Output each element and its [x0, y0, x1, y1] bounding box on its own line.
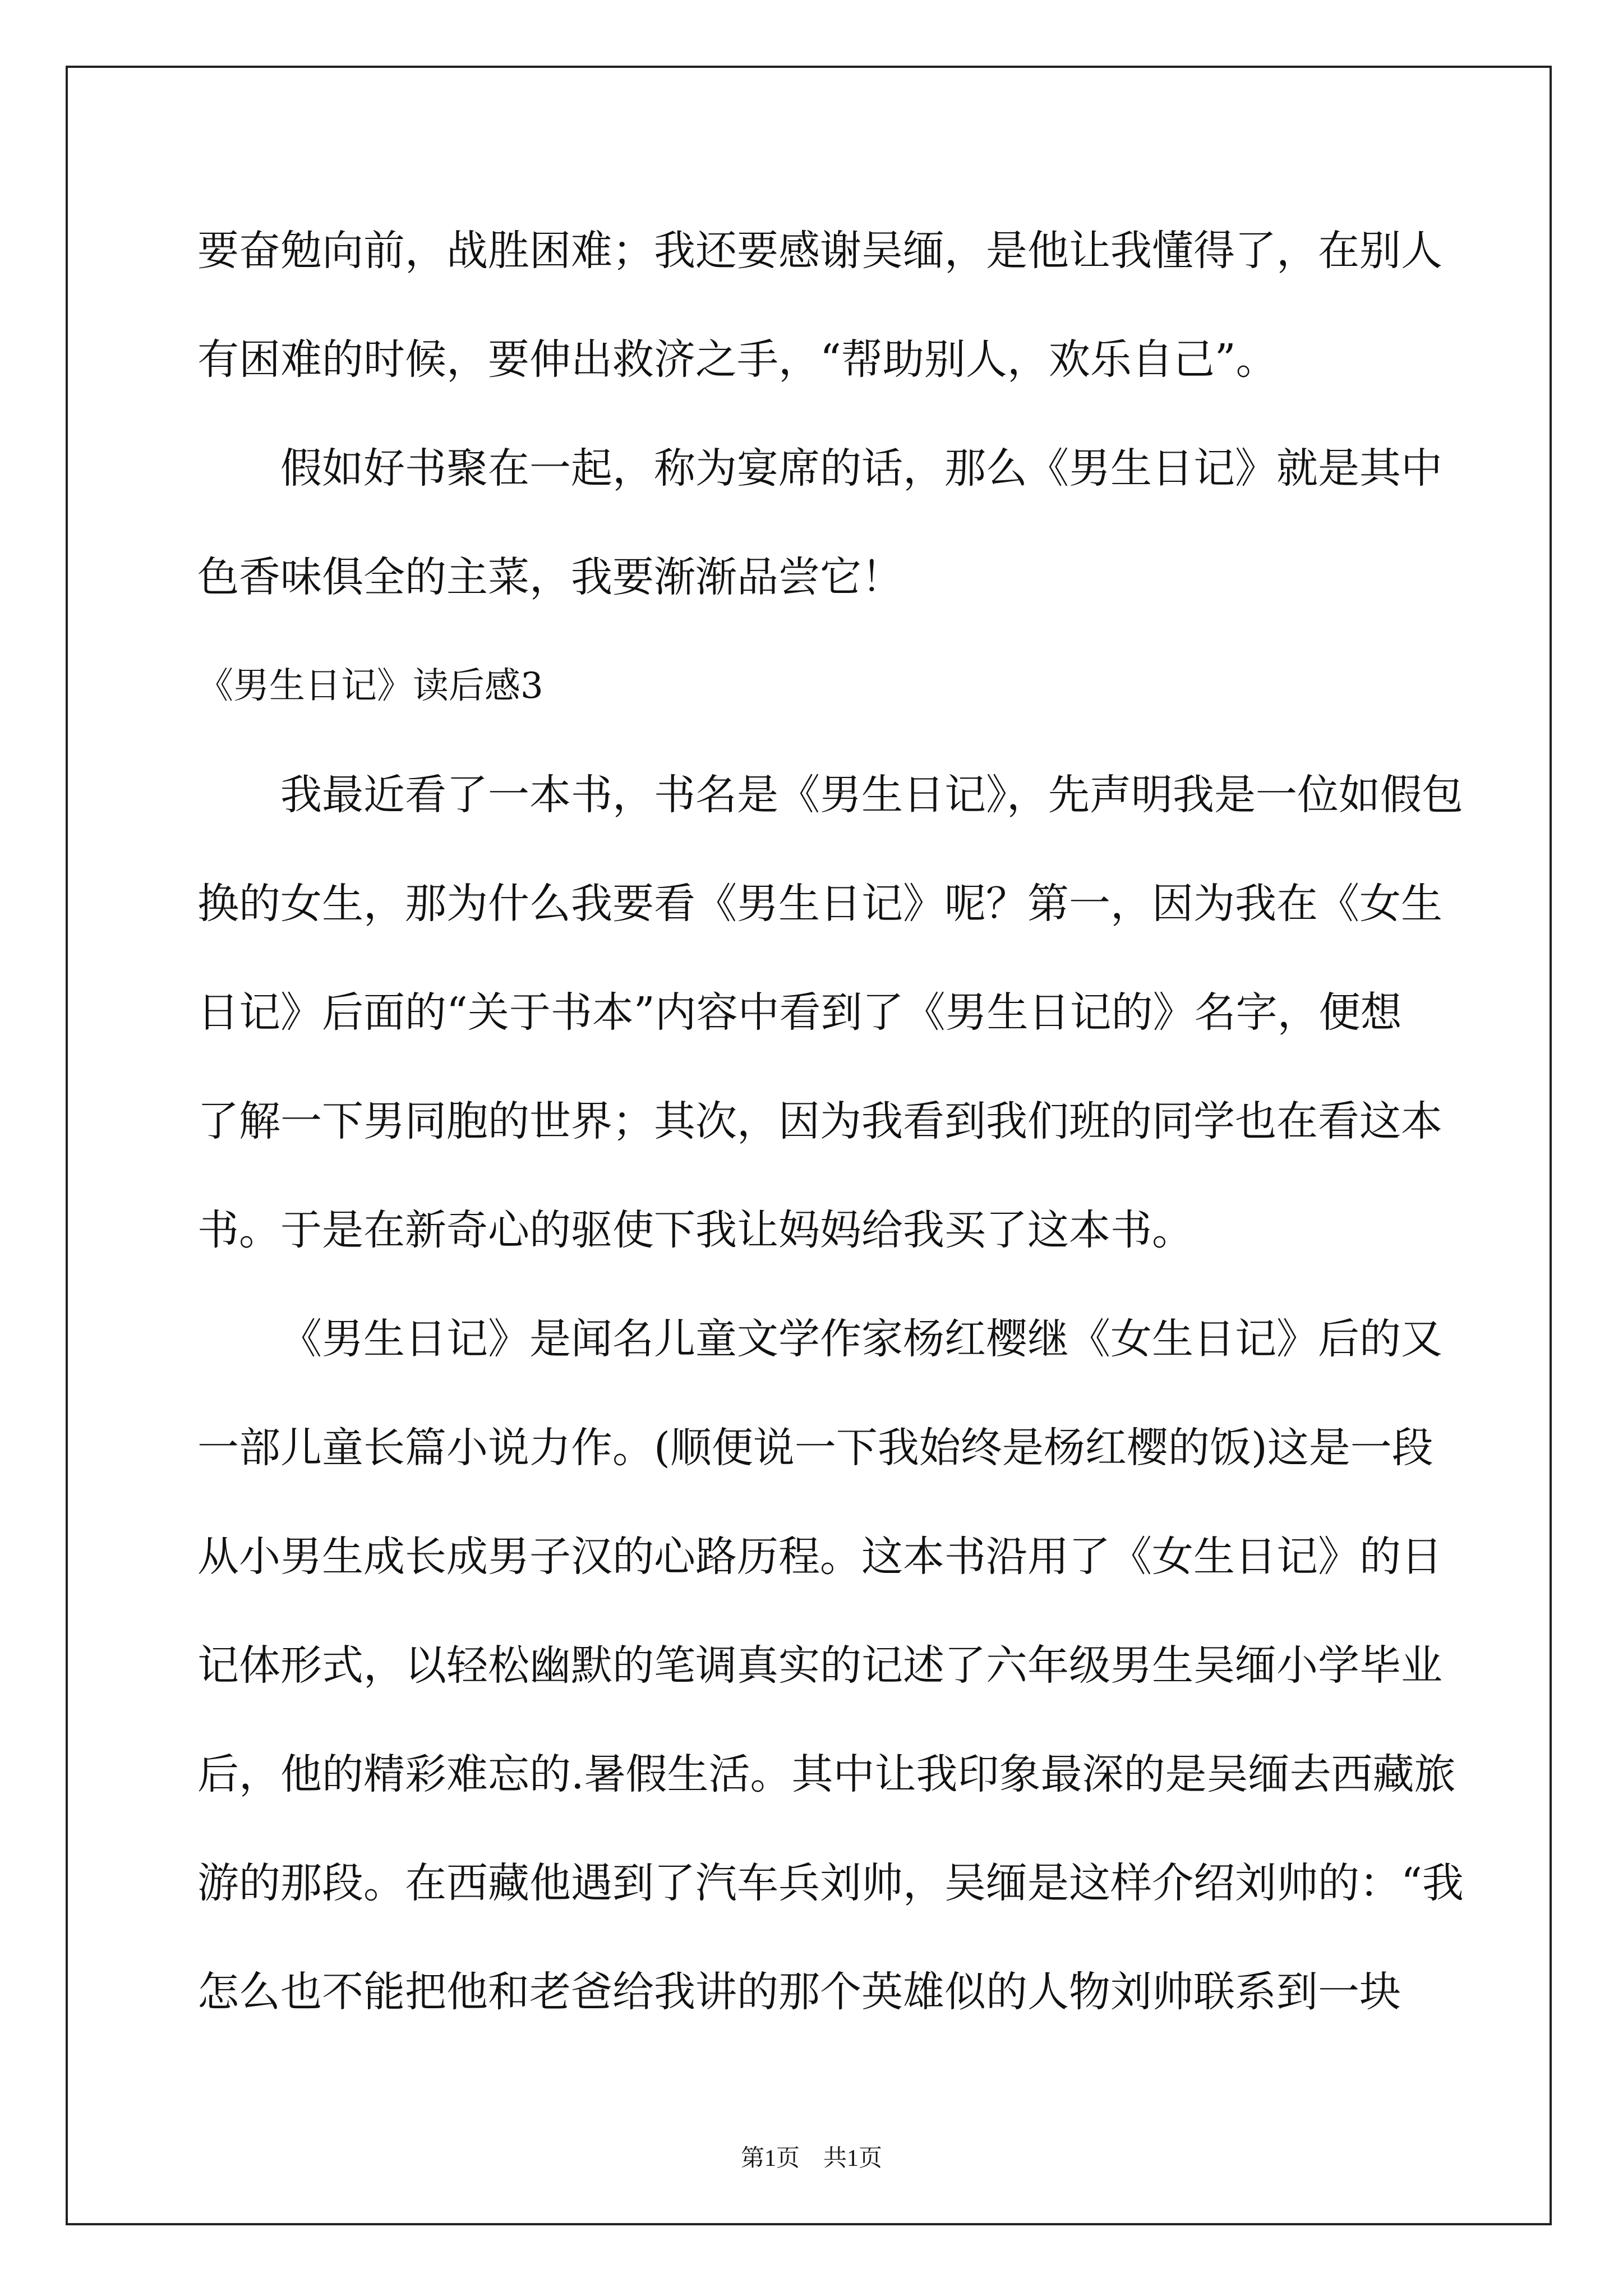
text-line: 了解一下男同胞的世界；其次，因为我看到我们班的同学也在看这本 [197, 1097, 1442, 1145]
paragraph-start: 假如好书聚在一起，称为宴席的话，那么《男生日记》就是其中 [280, 444, 1442, 493]
paragraph-start: 《男生日记》是闻名儿童文学作家杨红樱继《女生日记》后的又 [280, 1315, 1442, 1363]
text-line: 怎么也不能把他和老爸给我讲的那个英雄似的人物刘帅联系到一块 [197, 1968, 1401, 2016]
text-line: 色香味俱全的主菜，我要渐渐品尝它！ [197, 553, 903, 601]
text-line: 一部儿童长篇小说力作。(顺便说一下我始终是杨红樱的饭)这是一段 [197, 1424, 1433, 1472]
section-title: 《男生日记》读后感3 [197, 665, 543, 707]
document-body [197, 196, 1464, 2046]
paragraph-start: 我最近看了一本书，书名是《男生日记》，先声明我是一位如假包 [280, 771, 1463, 819]
text-line: 记体形式，以轻松幽默的笔调真实的记述了六年级男生吴缅小学毕业 [197, 1641, 1442, 1690]
text-line: 游的那段。在西藏他遇到了汽车兵刘帅，吴缅是这样介绍刘帅的：“我 [197, 1859, 1464, 1907]
text-line: 要奋勉向前，战胜困难；我还要感谢吴缅，是他让我懂得了，在别人 [197, 227, 1442, 275]
page-number: 第1页 共1页 [740, 2146, 882, 2171]
text-line: 有困难的时候，要伸出救济之手，“帮助别人，欢乐自己”。 [197, 335, 1278, 384]
text-line: 书。于是在新奇心的驱使下我让妈妈给我买了这本书。 [197, 1206, 1193, 1254]
text-line: 后，他的精彩难忘的.暑假生活。其中让我印象最深的是吴缅去西藏旅 [197, 1750, 1456, 1798]
text-line: 换的女生，那为什么我要看《男生日记》呢？第一，因为我在《女生 [197, 880, 1442, 928]
text-line: 日记》后面的“关于书本”内容中看到了《男生日记的》名字，便想 [197, 988, 1402, 1037]
text-line: 从小男生成长成男子汉的心路历程。这本书沿用了《女生日记》的日 [197, 1533, 1442, 1581]
